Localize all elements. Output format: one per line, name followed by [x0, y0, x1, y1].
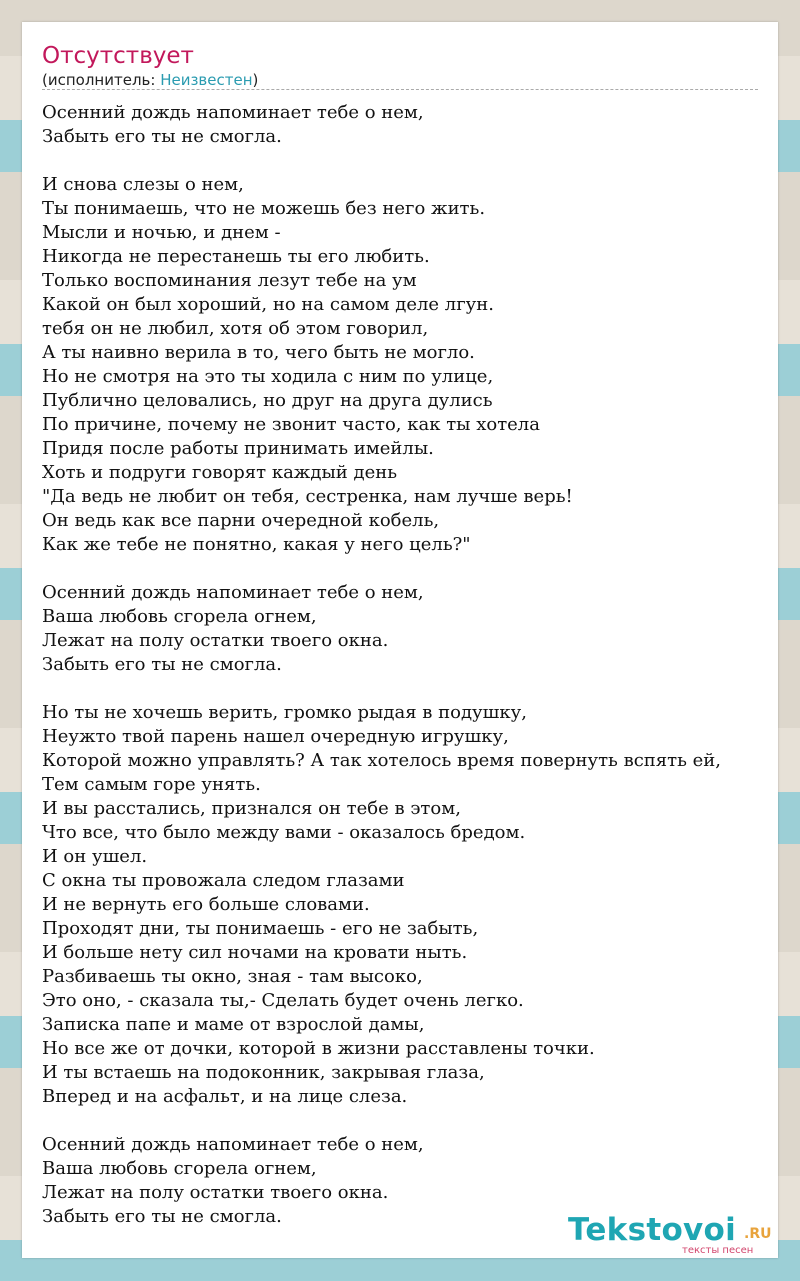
- artist-prefix: (исполнитель:: [42, 71, 161, 89]
- lyric-line: Забыть его ты не смогла.: [42, 654, 282, 675]
- lyric-line: А ты наивно верила в то, чего быть не могло.: [42, 342, 475, 363]
- lyric-line: "Да ведь не любит он тебя, сестренка, нам лучше верь!: [42, 486, 573, 507]
- lyric-line: Ваша любовь сгорела огнем,: [42, 606, 317, 627]
- lyric-line: Забыть его ты не смогла.: [42, 1206, 282, 1227]
- lyrics-text: [42, 101, 800, 1229]
- lyric-line: Это оно, - сказала ты,- Сделать будет очень легко.: [42, 990, 524, 1011]
- artist-link[interactable]: Неизвестен: [160, 71, 253, 89]
- lyric-line: Только воспоминания лезут тебе на ум: [42, 270, 417, 291]
- stanza-break: [42, 557, 800, 581]
- lyric-line: Что все, что было между вами - оказалось бредом.: [42, 822, 526, 843]
- lyric-line: Неужто твой парень нашел очередную игрушку,: [42, 726, 509, 747]
- lyric-line: Разбиваешь ты окно, зная - там высоко,: [42, 966, 423, 987]
- lyric-line: Придя после работы принимать имейлы.: [42, 438, 434, 459]
- lyric-line: И не вернуть его больше словами.: [42, 894, 370, 915]
- lyric-line: Но все же от дочки, которой в жизни расставлены точки.: [42, 1038, 595, 1059]
- logo-subtitle: тексты песен: [682, 1245, 754, 1256]
- artist-suffix: ): [252, 71, 259, 89]
- lyric-line: Осенний дождь напоминает тебе о нем,: [42, 1134, 424, 1155]
- lyric-line: Забыть его ты не смогла.: [42, 126, 282, 147]
- lyric-line: Которой можно управлять? А так хотелось время повернуть вспять ей,: [42, 750, 721, 771]
- lyric-line: Он ведь как все парни очередной кобель,: [42, 510, 440, 531]
- lyric-line: Ты понимаешь, что не можешь без него жить.: [42, 198, 486, 219]
- site-logo[interactable]: [568, 1212, 778, 1258]
- lyric-line: И ты встаешь на подоконник, закрывая глаза,: [42, 1062, 485, 1083]
- stanza-break: [42, 677, 800, 701]
- lyric-line: И больше нету сил ночами на кровати ныть.: [42, 942, 468, 963]
- lyric-line: тебя он не любил, хотя об этом говорил,: [42, 318, 429, 339]
- stanza-break: [42, 149, 800, 173]
- lyric-line: Лежат на полу остатки твоего окна.: [42, 630, 389, 651]
- lyric-line: Никогда не перестанешь ты его любить.: [42, 246, 430, 267]
- lyric-line: Хоть и подруги говорят каждый день: [42, 462, 398, 483]
- lyric-line: Как же тебе не понятно, какая у него цель?": [42, 534, 471, 555]
- stanza-break: [42, 1109, 800, 1133]
- lyric-line: И вы расстались, признался он тебе в этом,: [42, 798, 461, 819]
- lyric-line: И снова слезы о нем,: [42, 174, 244, 195]
- song-title: Отсутствует: [42, 43, 194, 69]
- lyric-line: Осенний дождь напоминает тебе о нем,: [42, 102, 424, 123]
- lyric-line: Тем самым горе унять.: [42, 774, 261, 795]
- lyric-line: Ваша любовь сгорела огнем,: [42, 1158, 317, 1179]
- lyric-line: Мысли и ночью, и днем -: [42, 222, 281, 243]
- lyric-line: Но ты не хочешь верить, громко рыдая в подушку,: [42, 702, 527, 723]
- lyric-line: Осенний дождь напоминает тебе о нем,: [42, 582, 424, 603]
- lyric-line: Записка папе и маме от взрослой дамы,: [42, 1014, 425, 1035]
- lyric-line: Но не смотря на это ты ходила с ним по улице,: [42, 366, 494, 387]
- lyric-line: Лежат на полу остатки твоего окна.: [42, 1182, 389, 1203]
- logo-domain: .RU: [744, 1226, 772, 1242]
- lyrics-card: [22, 22, 778, 1258]
- lyric-line: По причине, почему не звонит часто, как ты хотела: [42, 414, 540, 435]
- lyric-line: С окна ты провожала следом глазами: [42, 870, 405, 891]
- logo-wordmark: Tekstovoi: [568, 1212, 737, 1248]
- lyric-line: Проходят дни, ты понимаешь - его не забыть,: [42, 918, 479, 939]
- lyric-line: И он ушел.: [42, 846, 148, 867]
- header-divider: [42, 89, 758, 90]
- lyric-line: Вперед и на асфальт, и на лице слеза.: [42, 1086, 408, 1107]
- lyric-line: Публично целовались, но друг на друга дулись: [42, 390, 493, 411]
- lyric-line: Какой он был хороший, но на самом деле лгун.: [42, 294, 494, 315]
- artist-line: [42, 70, 258, 90]
